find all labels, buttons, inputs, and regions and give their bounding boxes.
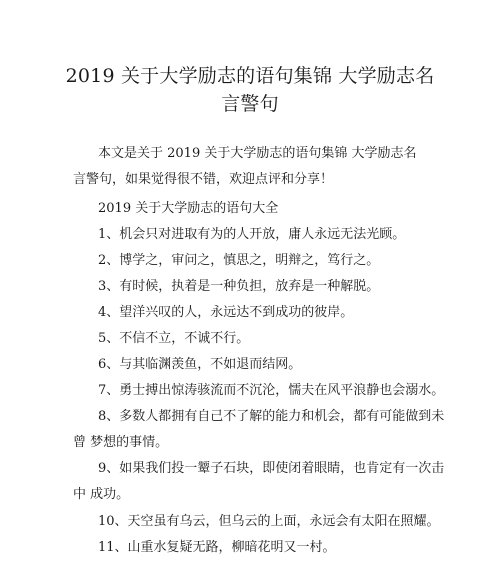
list-item: 2、博学之，审问之，慎思之，明辩之，笃行之。 (98, 253, 380, 268)
list-item: 8、多数人都拥有自己不了解的能力和机会，都有可能做到未 (98, 409, 445, 424)
section-heading: 2019 关于大学励志的语句大全 (98, 201, 279, 216)
intro-line-1: 本文是关于 2019 关于大学励志的语句集锦 大学励志名 (98, 146, 417, 161)
document-title-line-2: 言警句 (221, 93, 279, 115)
list-item-continuation: 曾 梦想的事情。 (73, 435, 169, 450)
list-item: 9、如果我们投一颦子石块，即使闭着眼睛，也肯定有一次击 (98, 461, 445, 476)
intro-line-2: 言警句，如果觉得很不错，欢迎点评和分享！ (73, 172, 334, 187)
list-item: 10、天空虽有乌云，但乌云的上面，永远会有太阳在照耀。 (98, 514, 440, 529)
list-item: 5、不信不立，不诚不行。 (98, 331, 250, 346)
list-item: 7、勇士搏出惊涛骇流而不沉沦，懦夫在风平浪静也会溺水。 (98, 383, 445, 398)
list-item-continuation: 中 成功。 (73, 487, 130, 502)
list-item: 3、有时候，执着是一种负担，放弃是一种解脱。 (98, 279, 380, 294)
document-title-line-1: 2019 关于大学励志的语句集锦 大学励志名 (65, 65, 435, 87)
list-item: 6、与其临渊羡鱼，不如退而结网。 (98, 357, 302, 372)
list-item: 4、望洋兴叹的人，永远达不到成功的彼岸。 (98, 305, 354, 320)
list-item: 1、机会只对进取有为的人开放，庸人永远无法光顾。 (98, 227, 406, 242)
list-item: 11、山重水复疑无路，柳暗花明又一村。 (98, 540, 336, 555)
